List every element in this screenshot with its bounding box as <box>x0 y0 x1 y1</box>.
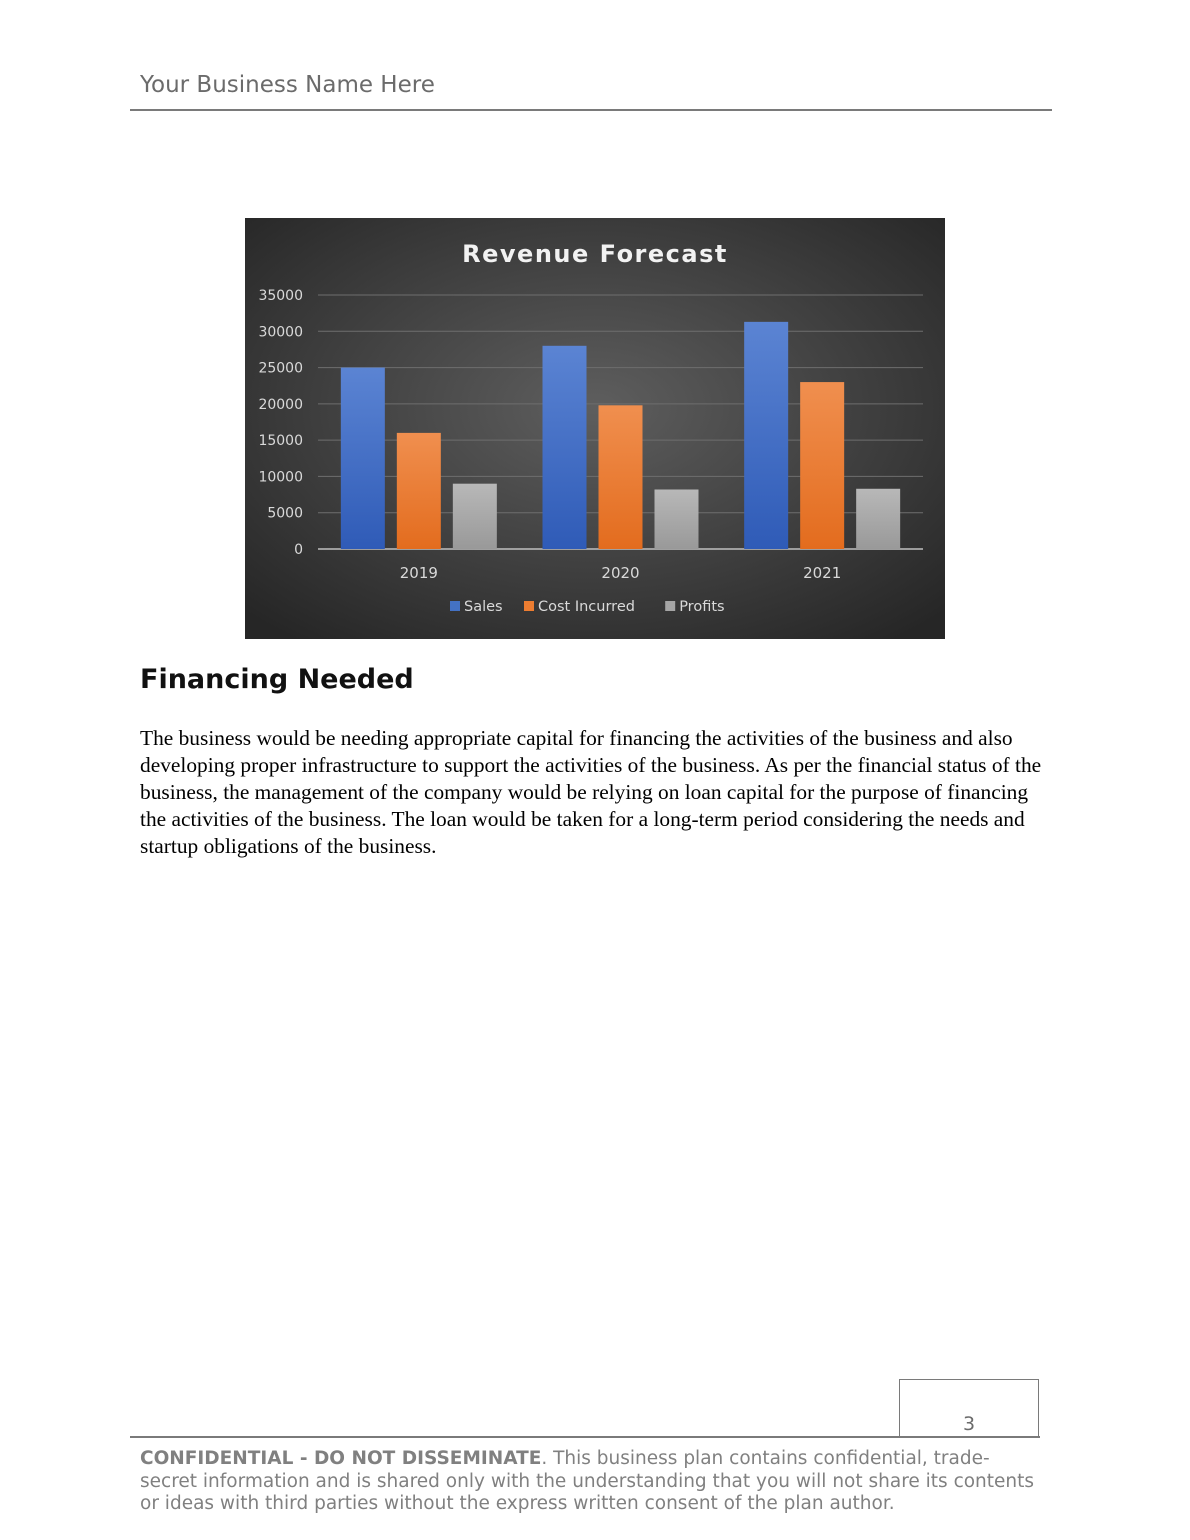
bar-cost-incurred-2021 <box>800 382 844 549</box>
legend-swatch-sales <box>450 601 460 611</box>
revenue-forecast-chart <box>245 218 945 639</box>
y-tick-label: 30000 <box>258 324 303 341</box>
bar-cost-incurred-2020 <box>599 405 643 549</box>
bar-profits-2020 <box>655 489 699 549</box>
x-tick-label: 2020 <box>601 564 640 582</box>
x-tick-label: 2021 <box>803 564 842 582</box>
x-tick-label: 2019 <box>399 564 438 582</box>
bar-cost-incurred-2019 <box>397 433 441 549</box>
footer-confidential-label: CONFIDENTIAL - DO NOT DISSEMINATE <box>140 1448 542 1469</box>
y-tick-label: 10000 <box>258 469 303 486</box>
bar-sales-2019 <box>341 368 385 549</box>
header-divider <box>130 109 1052 111</box>
footer-divider <box>130 1436 1040 1438</box>
legend-label-sales: Sales <box>464 599 503 615</box>
bar-sales-2020 <box>543 346 587 549</box>
bar-profits-2021 <box>856 489 900 549</box>
y-tick-label: 15000 <box>258 433 303 450</box>
y-tick-label: 25000 <box>258 360 303 377</box>
body-paragraph: The business would be needing appropriate capital for financing the activities of the business and also developing proper infrastructure to support the activities of the business. As per the financial status of the business, the management of the company would be relying on loan capital for the purpose of financing the activities of the business. The loan would be taken for a long-term period considering the needs and startup obligations of the business. <box>140 726 1042 858</box>
bar-profits-2019 <box>453 484 497 549</box>
footer-confidential-notice <box>140 1448 1045 1516</box>
chart-svg <box>245 218 945 639</box>
legend-swatch-profits <box>665 601 675 611</box>
y-tick-label: 20000 <box>258 396 303 413</box>
chart-legend <box>450 599 725 615</box>
footer-notice-text: . This business plan contains confidential, trade-secret information and is shared only with the understanding that you will not share its contents or ideas with third parties without the express written consent of the plan author. <box>140 1448 1035 1514</box>
y-tick-label: 0 <box>294 542 303 558</box>
legend-label-cost-incurred: Cost Incurred <box>538 599 635 615</box>
legend-label-profits: Profits <box>679 599 725 615</box>
y-tick-label: 5000 <box>267 505 303 522</box>
section-heading: Financing Needed <box>140 664 414 695</box>
header-business-name: Your Business Name Here <box>140 72 435 98</box>
bar-sales-2021 <box>744 322 788 549</box>
page-number: 3 <box>962 1413 976 1435</box>
legend-swatch-cost-incurred <box>524 601 534 611</box>
y-tick-label: 35000 <box>258 288 303 304</box>
chart-title: Revenue Forecast <box>462 240 728 268</box>
